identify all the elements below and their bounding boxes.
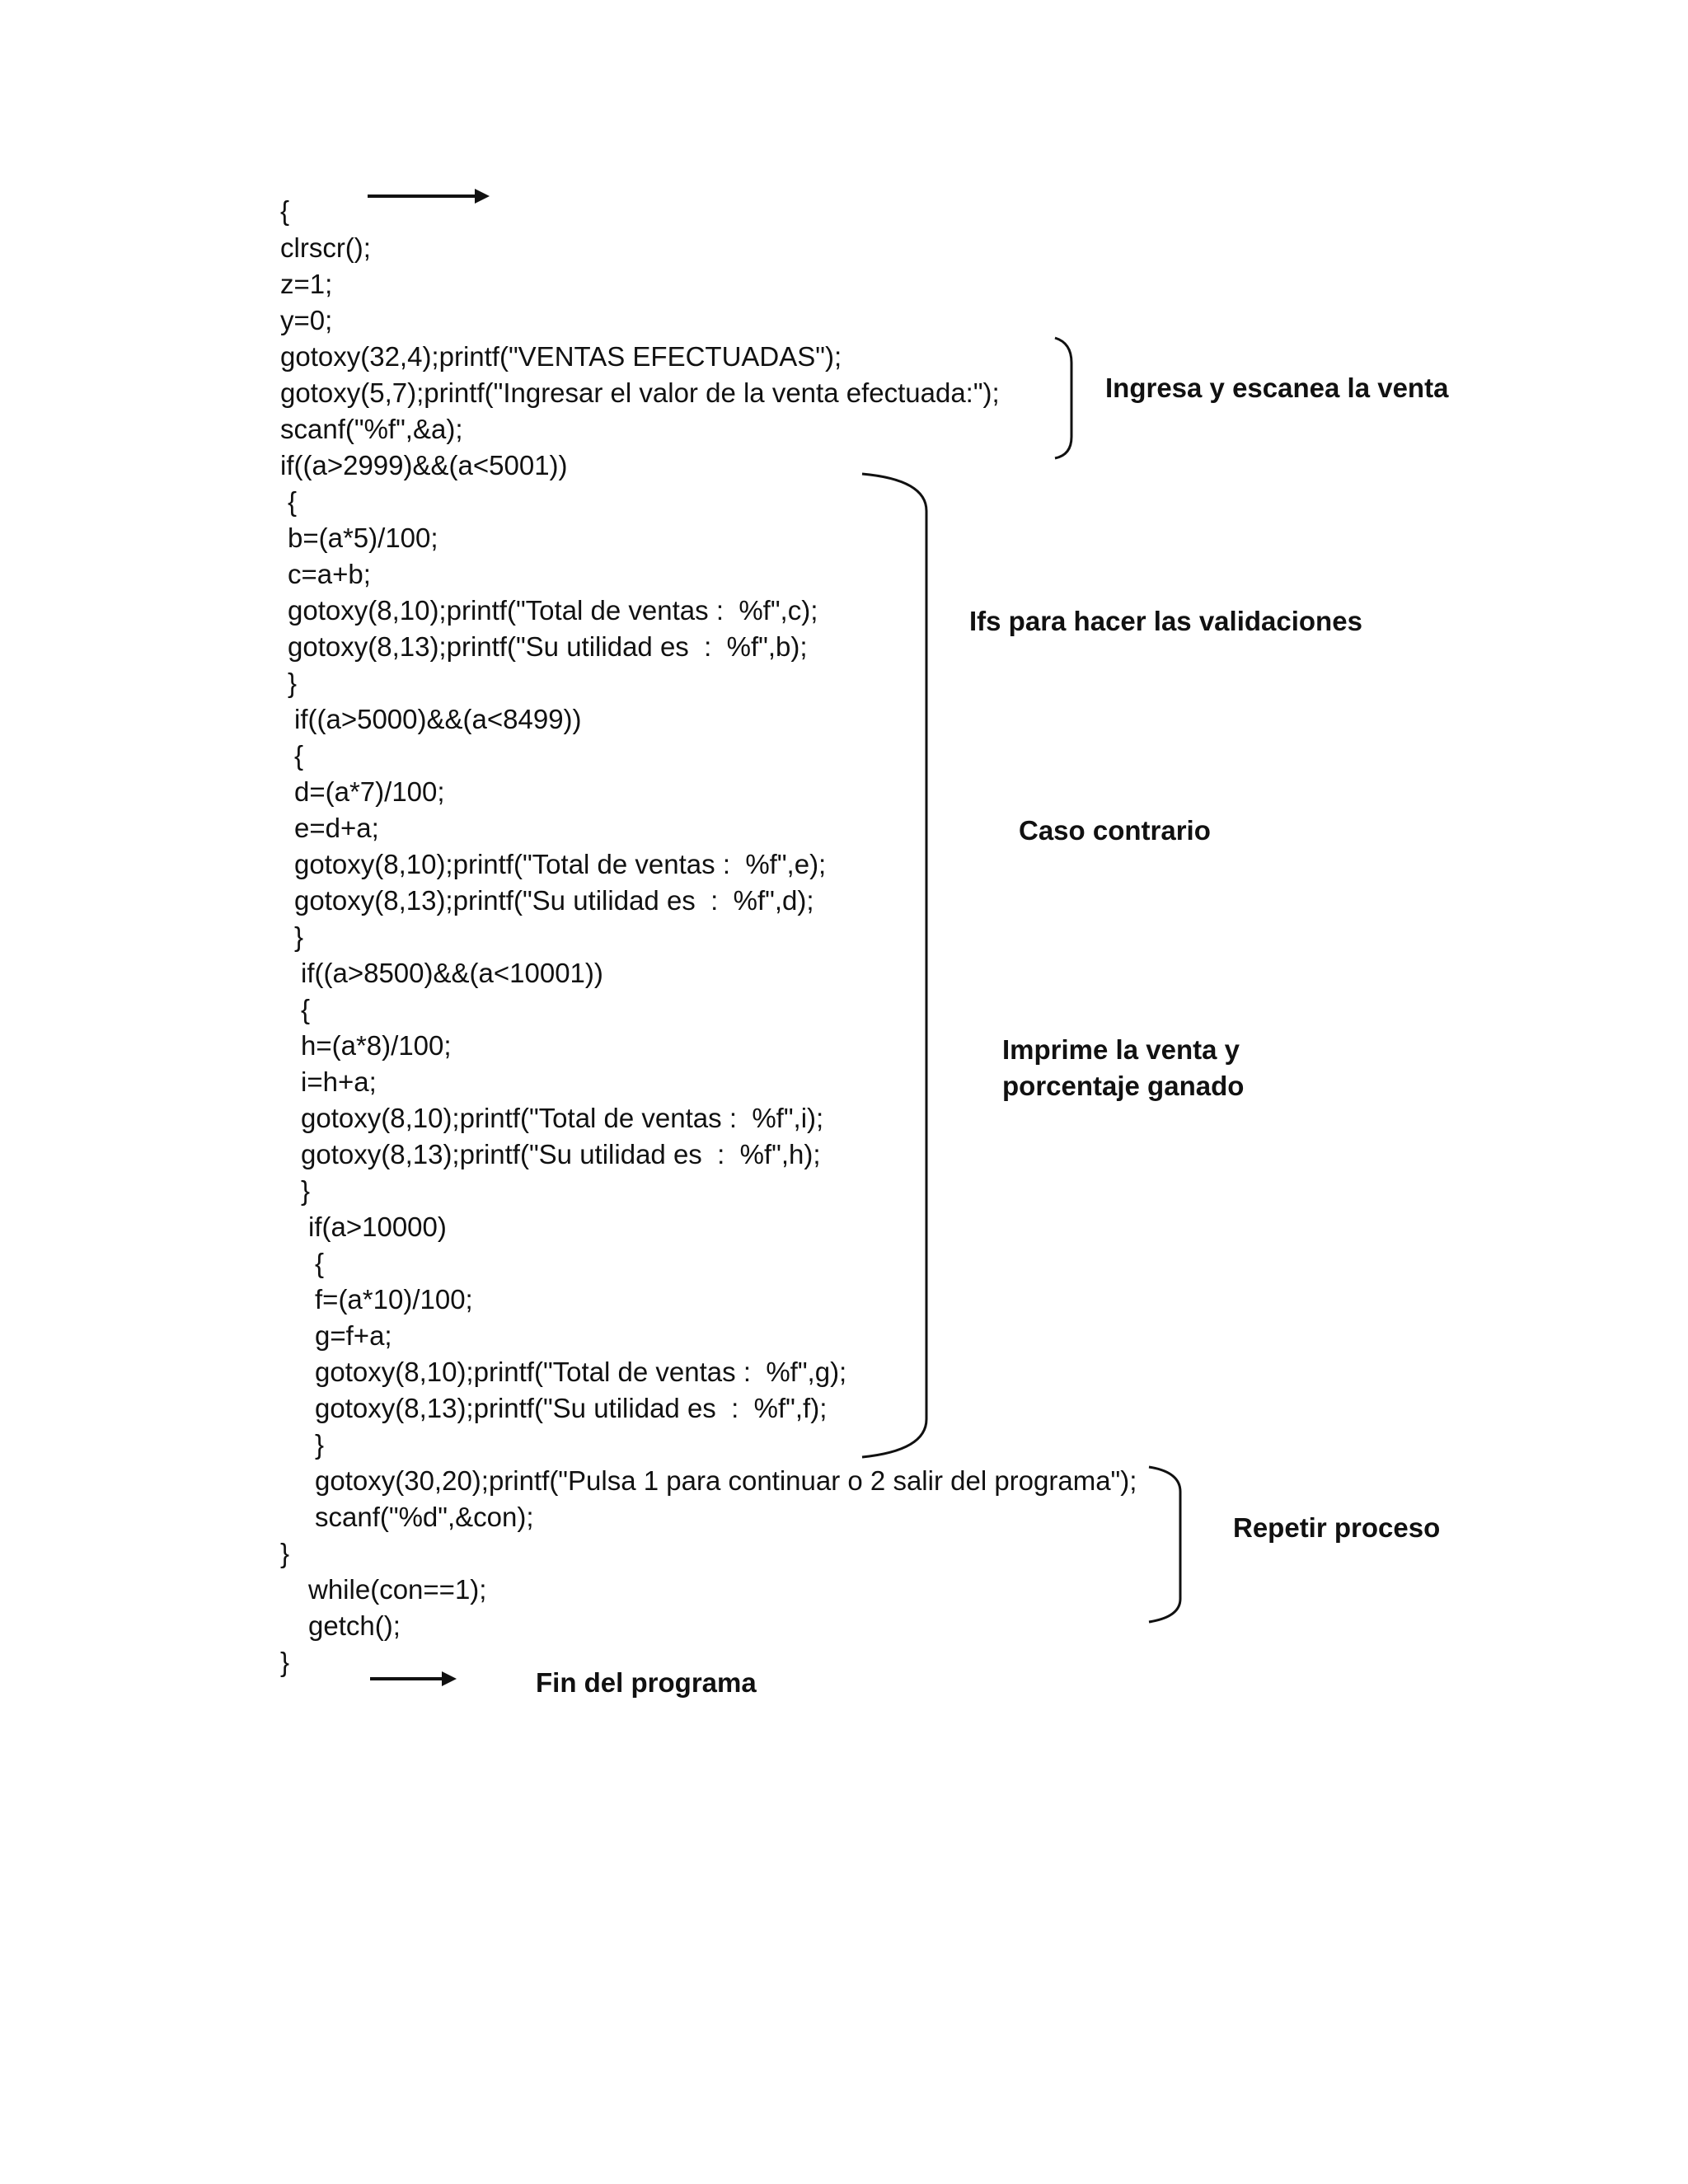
code-line: {	[280, 195, 290, 226]
annotation-ifs: Ifs para hacer las validaciones	[969, 606, 1362, 636]
code-line: gotoxy(32,4);printf("VENTAS EFECTUADAS");	[280, 341, 842, 372]
code-line: if((a>2999)&&(a<5001))	[280, 450, 568, 480]
code-line: z=1;	[280, 269, 333, 299]
top-arrow	[368, 189, 490, 204]
code-line: scanf("%d",&con);	[315, 1502, 534, 1532]
code-line: gotoxy(30,20);printf("Pulsa 1 para continuar o 2 salir del programa");	[315, 1465, 1137, 1496]
annotation-fin: Fin del programa	[536, 1667, 757, 1698]
code-line: gotoxy(8,13);printf("Su utilidad es : %f",b);	[288, 631, 808, 662]
code-line: gotoxy(8,10);printf("Total de ventas : %f",c);	[288, 595, 818, 626]
brace-ingresa	[1055, 338, 1071, 458]
code-line: clrscr();	[280, 232, 371, 263]
bottom-arrow	[370, 1671, 457, 1686]
code-line: while(con==1);	[308, 1574, 487, 1605]
code-line: f=(a*10)/100;	[315, 1284, 473, 1315]
code-line: gotoxy(8,10);printf("Total de ventas : %f",g);	[315, 1357, 847, 1387]
code-line: }	[315, 1429, 325, 1460]
code-line: {	[315, 1248, 325, 1278]
code-line: if(a>10000)	[308, 1212, 447, 1242]
code-line: }	[280, 1647, 290, 1677]
code-line: e=d+a;	[294, 813, 379, 843]
annotation-ingresa: Ingresa y escanea la venta	[1105, 373, 1449, 403]
code-line: getch();	[308, 1610, 401, 1641]
code-line: i=h+a;	[301, 1066, 377, 1097]
annotation-caso-contrario: Caso contrario	[1019, 815, 1211, 846]
brace-repetir	[1149, 1467, 1180, 1622]
code-line: c=a+b;	[288, 559, 371, 589]
code-line: {	[288, 486, 298, 517]
annotation-imprime-line-1: Imprime la venta y	[1002, 1034, 1240, 1065]
code-line: b=(a*5)/100;	[288, 523, 438, 553]
code-line: {	[294, 740, 304, 771]
code-line: gotoxy(8,10);printf("Total de ventas : %f",e);	[294, 849, 827, 879]
annotation-repetir: Repetir proceso	[1233, 1512, 1441, 1543]
code-line: if((a>5000)&&(a<8499))	[294, 704, 582, 734]
brace-validaciones	[862, 474, 926, 1457]
code-line: }	[294, 921, 304, 952]
code-line: y=0;	[280, 305, 333, 335]
code-line: gotoxy(8,13);printf("Su utilidad es : %f",h);	[301, 1139, 821, 1169]
code-line: scanf("%f",&a);	[280, 414, 463, 444]
code-line: h=(a*8)/100;	[301, 1030, 452, 1061]
annotation-imprime-line-2: porcentaje ganado	[1002, 1071, 1245, 1101]
code-line: gotoxy(8,13);printf("Su utilidad es : %f",f);	[315, 1393, 828, 1423]
code-line: g=f+a;	[315, 1320, 392, 1351]
code-line: if((a>8500)&&(a<10001))	[301, 958, 603, 988]
code-line: d=(a*7)/100;	[294, 776, 445, 807]
code-line: gotoxy(8,13);printf("Su utilidad es : %f",d);	[294, 885, 814, 916]
code-line: }	[280, 1538, 290, 1568]
code-line: gotoxy(8,10);printf("Total de ventas : %f",i);	[301, 1103, 824, 1133]
code-line: gotoxy(5,7);printf("Ingresar el valor de la venta efectuada:");	[280, 377, 1000, 408]
code-line: }	[288, 668, 298, 698]
code-line: }	[301, 1175, 311, 1206]
code-line: {	[301, 994, 311, 1024]
